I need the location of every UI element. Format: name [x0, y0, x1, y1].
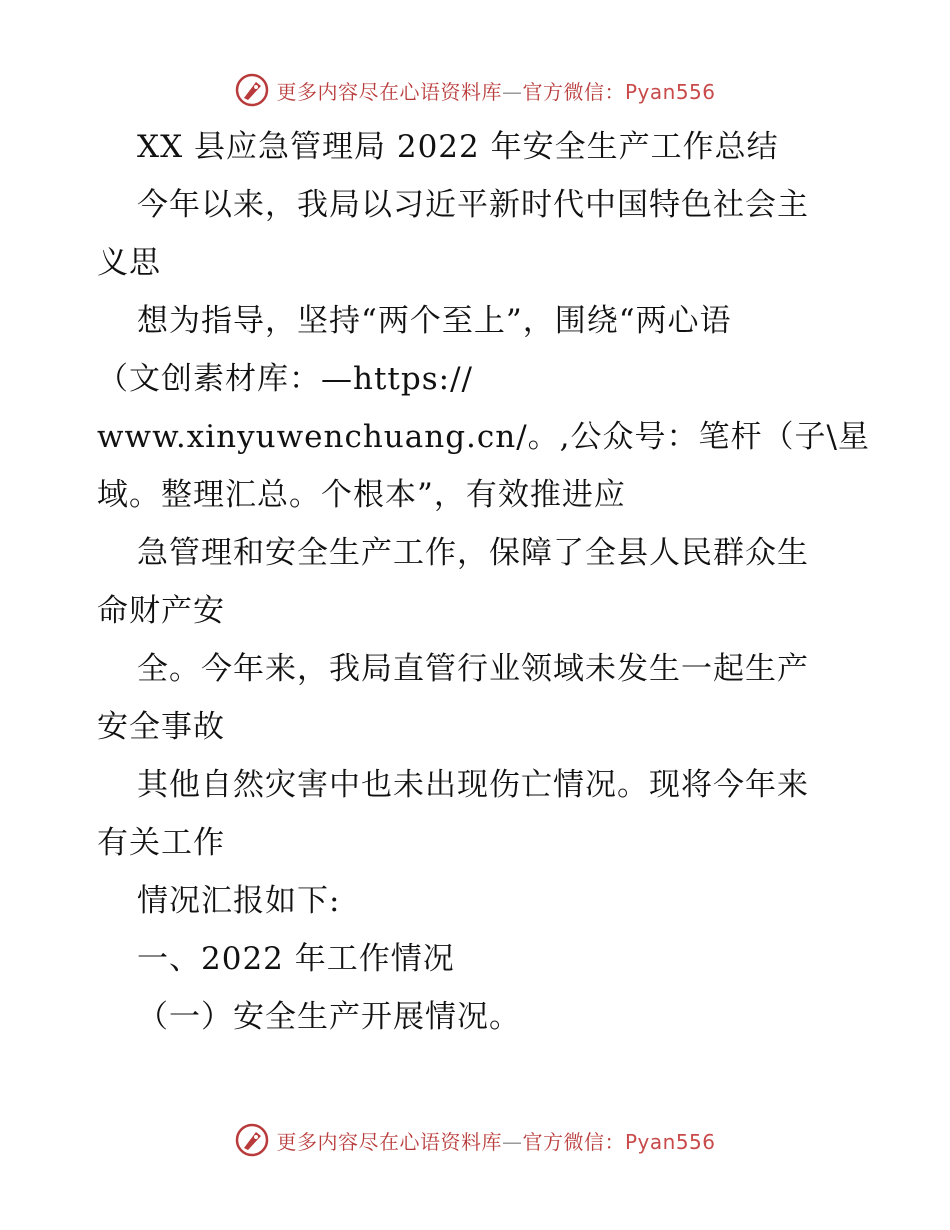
subsection-heading: （一）安全生产开展情况。: [137, 999, 521, 1035]
header-watermark: [0, 70, 950, 110]
paragraph-line: 急管理和安全生产工作，保障了全县人民群众生: [137, 535, 809, 571]
watermark-text: 更多内容尽在心语资料库—官方微信：Pyan556: [276, 79, 716, 104]
document-body: [97, 118, 870, 1046]
paragraph-line: 命财产安: [97, 593, 225, 629]
paragraph-line: （文创素材库：—https://: [97, 361, 473, 397]
paragraph-line: 域。整理汇总。个根本”，有效推进应: [97, 477, 626, 513]
paragraph-line: www.xinyuwenchuang.cn/。,公众号：笔杆（子\星: [97, 419, 870, 455]
paragraph-line: 安全事故: [97, 709, 225, 745]
paragraph-line: 其他自然灾害中也未出现伤亡情况。现将今年来: [137, 767, 809, 803]
section-heading: 一、2022 年工作情况: [137, 941, 455, 977]
pen-nib-icon: [234, 72, 270, 108]
paragraph-line: 想为指导，坚持“两个至上”，围绕“两心语: [137, 303, 732, 339]
paragraph-line: 今年以来，我局以习近平新时代中国特色社会主: [137, 187, 809, 223]
paragraph-line: 全。今年来，我局直管行业领域未发生一起生产: [137, 651, 809, 687]
paragraph-line: 有关工作: [97, 825, 225, 861]
paragraph-line: 义思: [97, 245, 161, 281]
footer-watermark: [0, 1120, 950, 1160]
watermark-text: 更多内容尽在心语资料库—官方微信：Pyan556: [276, 1129, 716, 1154]
paragraph-line: 情况汇报如下:: [137, 883, 341, 919]
pen-nib-icon: [234, 1122, 270, 1158]
document-title: XX 县应急管理局 2022 年安全生产工作总结: [137, 129, 779, 165]
